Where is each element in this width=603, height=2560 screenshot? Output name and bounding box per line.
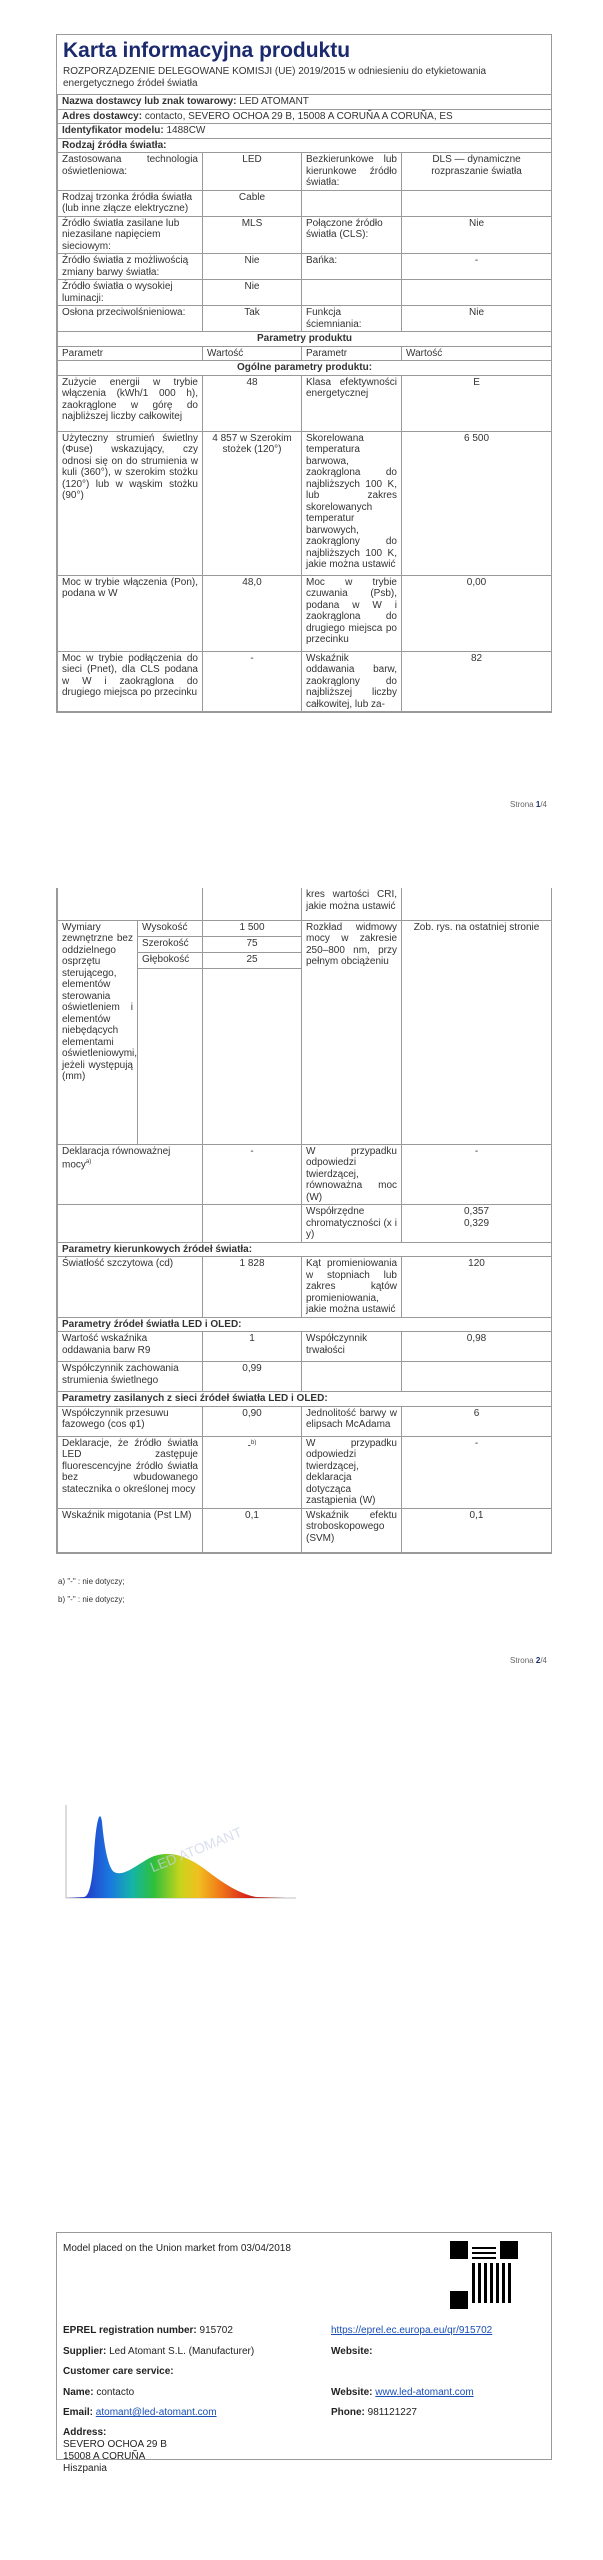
row-value: 1 828: [203, 1257, 302, 1318]
row-value: DLS — dynamiczne rozpraszanie światła: [402, 153, 552, 191]
row-label: Współczynnik zachowania strumienia świetlnego: [58, 1362, 203, 1392]
contact-name: [63, 2387, 134, 2398]
regulation-intro: ROZPORZĄDZENIE DELEGOWANE KOMISJI (UE) 2019/2015 w odniesieniu do etykietowania energetycznego źródeł światła: [63, 66, 487, 89]
supplier-label: Supplier:: [63, 2346, 107, 2357]
row-label: Jednolitość barwy w elipsach McAdama: [302, 1406, 402, 1436]
row-label: Źródło światła o wysokiej luminacji:: [58, 280, 203, 306]
row-value: 0,1: [203, 1508, 302, 1552]
spectrum-chart: [56, 1800, 306, 1910]
row-value: 120: [402, 1257, 552, 1318]
row-value: Nie: [402, 216, 552, 254]
qr-code: [450, 2241, 518, 2309]
dims-label: Wymiary zewnętrzne bez oddzielnego osprzętu sterującego, elementów sterowania oświetleniem i elementów niebędących elementami oświetleniowymi, jeżeli występują (mm): [58, 920, 138, 1144]
row-label: Bańka:: [302, 254, 402, 280]
row-label: Źródło światła z możliwością zmiany barwy światła:: [58, 254, 203, 280]
row-label: Zużycie energii w trybie włączenia (kWh/1 000 h), zaokrąglone w górę do najbliższej liczby całkowitej: [58, 375, 203, 431]
footnote: b) "-" : nie dotyczy;: [58, 1595, 125, 1604]
page-number: [510, 800, 547, 809]
row-value: Nie: [203, 254, 302, 280]
row-label: Wartość wskaźnika oddawania barw R9: [58, 1332, 203, 1362]
address-line: 15008 A CORUÑA: [63, 2451, 146, 2462]
footnote-ref: b): [251, 1439, 257, 1446]
row-label: Współrzędne chromatyczności (x i y): [302, 1205, 402, 1243]
table-row: [58, 1144, 552, 1205]
page-2-sheet: [56, 888, 552, 1554]
address-row: [58, 109, 552, 124]
chroma-x: 0,357: [463, 1206, 490, 1217]
col-header: Wartość: [402, 346, 552, 361]
row-value: -: [203, 1144, 302, 1205]
contact-email: [63, 2407, 217, 2418]
address-value: contacto, SEVERO OCHOA 29 B, 15008 A CORUÑA A CORUÑA, ES: [144, 110, 453, 122]
row-label: Wskaźnik efektu stroboskopowego (SVM): [302, 1508, 402, 1552]
row-value: -: [402, 1144, 552, 1205]
led-header: Parametry źródeł światła LED i OLED:: [58, 1317, 552, 1332]
dim-value: 1 500: [203, 920, 302, 936]
row-value: 0,00: [402, 575, 552, 651]
dim-name: Głębokość: [138, 952, 203, 968]
table-row: [58, 651, 552, 712]
row-label: Współczynnik trwałości: [302, 1332, 402, 1362]
col-header: Parametr: [302, 346, 402, 361]
row-value: 6: [402, 1406, 552, 1436]
row-label: Wskaźnik oddawania barw, zaokrąglony do najbliższej liczby całkowitej, lub za-: [302, 651, 402, 712]
supplier-row: [58, 95, 552, 110]
page-1-sheet: [56, 34, 552, 713]
dim-value: 25: [203, 952, 302, 968]
dim-name: Wysokość: [138, 920, 203, 936]
page-sep: /: [540, 800, 543, 809]
market-date: Model placed on the Union market from 03/04/2018: [63, 2243, 291, 2254]
page-label: Strona: [510, 800, 534, 809]
eprel-info-box: [56, 2232, 552, 2474]
page-label: Strona: [510, 1656, 534, 1665]
email-label: Email:: [63, 2407, 94, 2418]
address-label: Address:: [63, 2427, 107, 2438]
row-label: Funkcja ściemniania:: [302, 306, 402, 332]
col-header: Wartość: [203, 346, 302, 361]
row-value: -: [203, 651, 302, 712]
row-value: Tak: [203, 306, 302, 332]
row-label: W przypadku odpowiedzi twierdzącej, równoważna moc (W): [302, 1144, 402, 1205]
row-label: Światłość szczytowa (cd): [58, 1257, 203, 1318]
row-value: 6 500: [402, 431, 552, 575]
contact-address: [63, 2427, 167, 2475]
params-header: Parametry produktu: [58, 332, 552, 347]
website-link[interactable]: www.led-atomant.com: [375, 2387, 474, 2398]
row-value: -: [402, 254, 552, 280]
table-row: [58, 280, 552, 306]
row-label: Bezkierunkowe lub kierunkowe źródło światła:: [302, 153, 402, 191]
eprel-link[interactable]: https://eprel.ec.europa.eu/qr/915702: [331, 2325, 493, 2336]
row-label: Źródło światła zasilane lub niezasilane napięciem sieciowym:: [58, 216, 203, 254]
row-label: kres wartości CRI, jakie można ustawić: [302, 888, 402, 920]
table-row: [58, 1362, 552, 1392]
name-label: Name:: [63, 2387, 94, 2398]
row-label: Rodzaj trzonka źródła światła (lub inne złącze elektryczne): [58, 190, 203, 216]
page-title: Karta informacyjna produktu: [63, 39, 351, 62]
row-value: 48,0: [203, 575, 302, 651]
footnotes: [58, 1573, 125, 1609]
product-info-table-cont: [57, 888, 552, 1553]
row-label: Użyteczny strumień świetlny (Φuse) wskazujący, czy odnosi się on do strumienia w kuli (360°), w szerokim stożku (120°) lub w wąskim stożku (90°): [58, 431, 203, 575]
table-row: [58, 190, 552, 216]
row-value: LED: [203, 153, 302, 191]
eprel-value: 915702: [199, 2325, 233, 2336]
supplier-label: Nazwa dostawcy lub znak towarowy:: [62, 96, 237, 107]
row-value: 1: [203, 1332, 302, 1362]
table-row: [58, 254, 552, 280]
col-header: Parametr: [58, 346, 203, 361]
row-label: [302, 190, 402, 216]
row-value: 0,99: [203, 1362, 302, 1392]
dim-name: Szerokość: [138, 936, 203, 952]
row-label: Kąt promieniowania w stopniach lub zakres kątów promieniowania, jakie można ustawić: [302, 1257, 402, 1318]
row-value: 0,90: [203, 1406, 302, 1436]
website2-label: Website:: [331, 2387, 373, 2398]
phone-label: Phone:: [331, 2407, 365, 2418]
page-total: 4: [542, 1656, 547, 1665]
row-value: Zob. rys. na ostatniej stronie: [402, 920, 552, 1144]
supplier-info: [63, 2346, 254, 2357]
table-row: [58, 216, 552, 254]
page-total: 4: [542, 800, 547, 809]
supplier-value: Led Atomant S.L. (Manufacturer): [109, 2346, 255, 2357]
table-row: [58, 1436, 552, 1508]
mains-header: Parametry zasilanych z sieci źródeł światła LED i OLED:: [58, 1392, 552, 1407]
spectrum-figure: [56, 1800, 306, 1910]
eprel-label: EPREL registration number:: [63, 2325, 197, 2336]
row-label: Połączone źródło światła (CLS):: [302, 216, 402, 254]
row-label: Rozkład widmowy mocy w zakresie 250–800 nm, przy pełnym obciążeniu: [302, 920, 402, 1144]
footnote-ref: a): [85, 1159, 92, 1165]
table-row: [58, 575, 552, 651]
row-value: [402, 280, 552, 306]
customer-care-label: [63, 2366, 174, 2377]
table-row: [58, 153, 552, 191]
eprel-row: [63, 2325, 233, 2336]
directional-header: Parametry kierunkowych źródeł światła:: [58, 1242, 552, 1257]
table-row: [58, 375, 552, 431]
row-value: E: [402, 375, 552, 431]
customer-care-text: Customer care service:: [63, 2366, 174, 2377]
contact-phone: [331, 2407, 417, 2418]
light-source-header: Rodzaj źródła światła:: [58, 138, 552, 153]
footnote: a) "-" : nie dotyczy;: [58, 1577, 125, 1586]
page-number: [510, 1656, 547, 1665]
model-label: Identyfikator modelu:: [62, 125, 164, 136]
row-value: [402, 190, 552, 216]
row-label: W przypadku odpowiedzi twierdzącej, deklaracja dotycząca zastąpienia (W): [302, 1436, 402, 1508]
row-label: Moc w trybie włączenia (Pon), podana w W: [58, 575, 203, 651]
row-label: Moc w trybie czuwania (Psb), podana w W i zaokrąglona do drugiego miejsca po przecinku: [302, 575, 402, 651]
row-label: Zastosowana technologia oświetleniowa:: [58, 153, 203, 191]
table-row: [58, 1332, 552, 1362]
dims-row: [58, 920, 552, 936]
model-row: [58, 124, 552, 139]
phone-value: 981121227: [367, 2407, 417, 2418]
row-label: Deklaracja równoważnej mocy: [62, 1145, 171, 1171]
email-link[interactable]: atomant@led-atomant.com: [95, 2407, 217, 2418]
row-value: Cable: [203, 190, 302, 216]
table-row: [58, 888, 552, 920]
model-value: 1488CW: [166, 125, 206, 136]
page-current: 1: [535, 800, 541, 809]
table-row: [58, 306, 552, 332]
table-row: [58, 1205, 552, 1243]
row-value: Nie: [203, 280, 302, 306]
row-label: Współczynnik przesuwu fazowego (cos φ1): [58, 1406, 203, 1436]
table-row: [58, 1257, 552, 1318]
contact-website: [331, 2387, 474, 2398]
chroma-y: 0,329: [463, 1217, 490, 1229]
row-label: Moc w trybie podłączenia do sieci (Pnet), dla CLS podana w W i zaokrąglona do drugiego miejsca po przecinku: [58, 651, 203, 712]
address-label: Adres dostawcy:: [62, 110, 143, 122]
row-label: Deklaracje, że źródło światła LED zastępuje fluorescencyjne źródło światła bez wbudowanego statecznika o określonej mocy: [58, 1436, 203, 1508]
dim-value: 75: [203, 936, 302, 952]
row-value: Nie: [402, 306, 552, 332]
row-value: -: [247, 1439, 251, 1451]
table-row: [58, 1508, 552, 1552]
row-value: 82: [402, 651, 552, 712]
general-params-header: Ogólne parametry produktu:: [58, 361, 552, 376]
row-value: MLS: [203, 216, 302, 254]
product-info-table: [57, 94, 552, 712]
row-value: 4 857 w Szerokim stożek (120°): [203, 431, 302, 575]
row-label: [302, 280, 402, 306]
page-sep: /: [540, 1656, 543, 1665]
watermark-logo: LED ATOMANT: [147, 1823, 245, 1876]
column-header-row: [58, 346, 552, 361]
website-label-text: Website:: [331, 2346, 373, 2357]
table-row: [58, 431, 552, 575]
row-label: Skorelowana temperatura barwowa, zaokrąglona do najbliższych 100 K, lub zakres skorelowanych temperatur barwowych, zaokrąglony do najbliższych 100 K, jakie można ustawić: [302, 431, 402, 575]
row-value: -: [402, 1436, 552, 1508]
row-value: 0,98: [402, 1332, 552, 1362]
name-value: contacto: [96, 2387, 135, 2398]
table-row: [58, 1406, 552, 1436]
supplier-value: LED ATOMANT: [239, 96, 309, 107]
row-label: [302, 1362, 402, 1392]
row-value: 0,1: [402, 1508, 552, 1552]
row-label: Wskaźnik migotania (Pst LM): [58, 1508, 203, 1552]
page-current: 2: [535, 1656, 541, 1665]
row-label: Klasa efektywności energetycznej: [302, 375, 402, 431]
row-value: 48: [203, 375, 302, 431]
row-label: Osłona przeciwolśnieniowa:: [58, 306, 203, 332]
address-line: Hiszpania: [63, 2463, 107, 2474]
row-value: [402, 1362, 552, 1392]
address-line: SEVERO OCHOA 29 B: [63, 2439, 167, 2450]
website-label: [331, 2346, 373, 2357]
